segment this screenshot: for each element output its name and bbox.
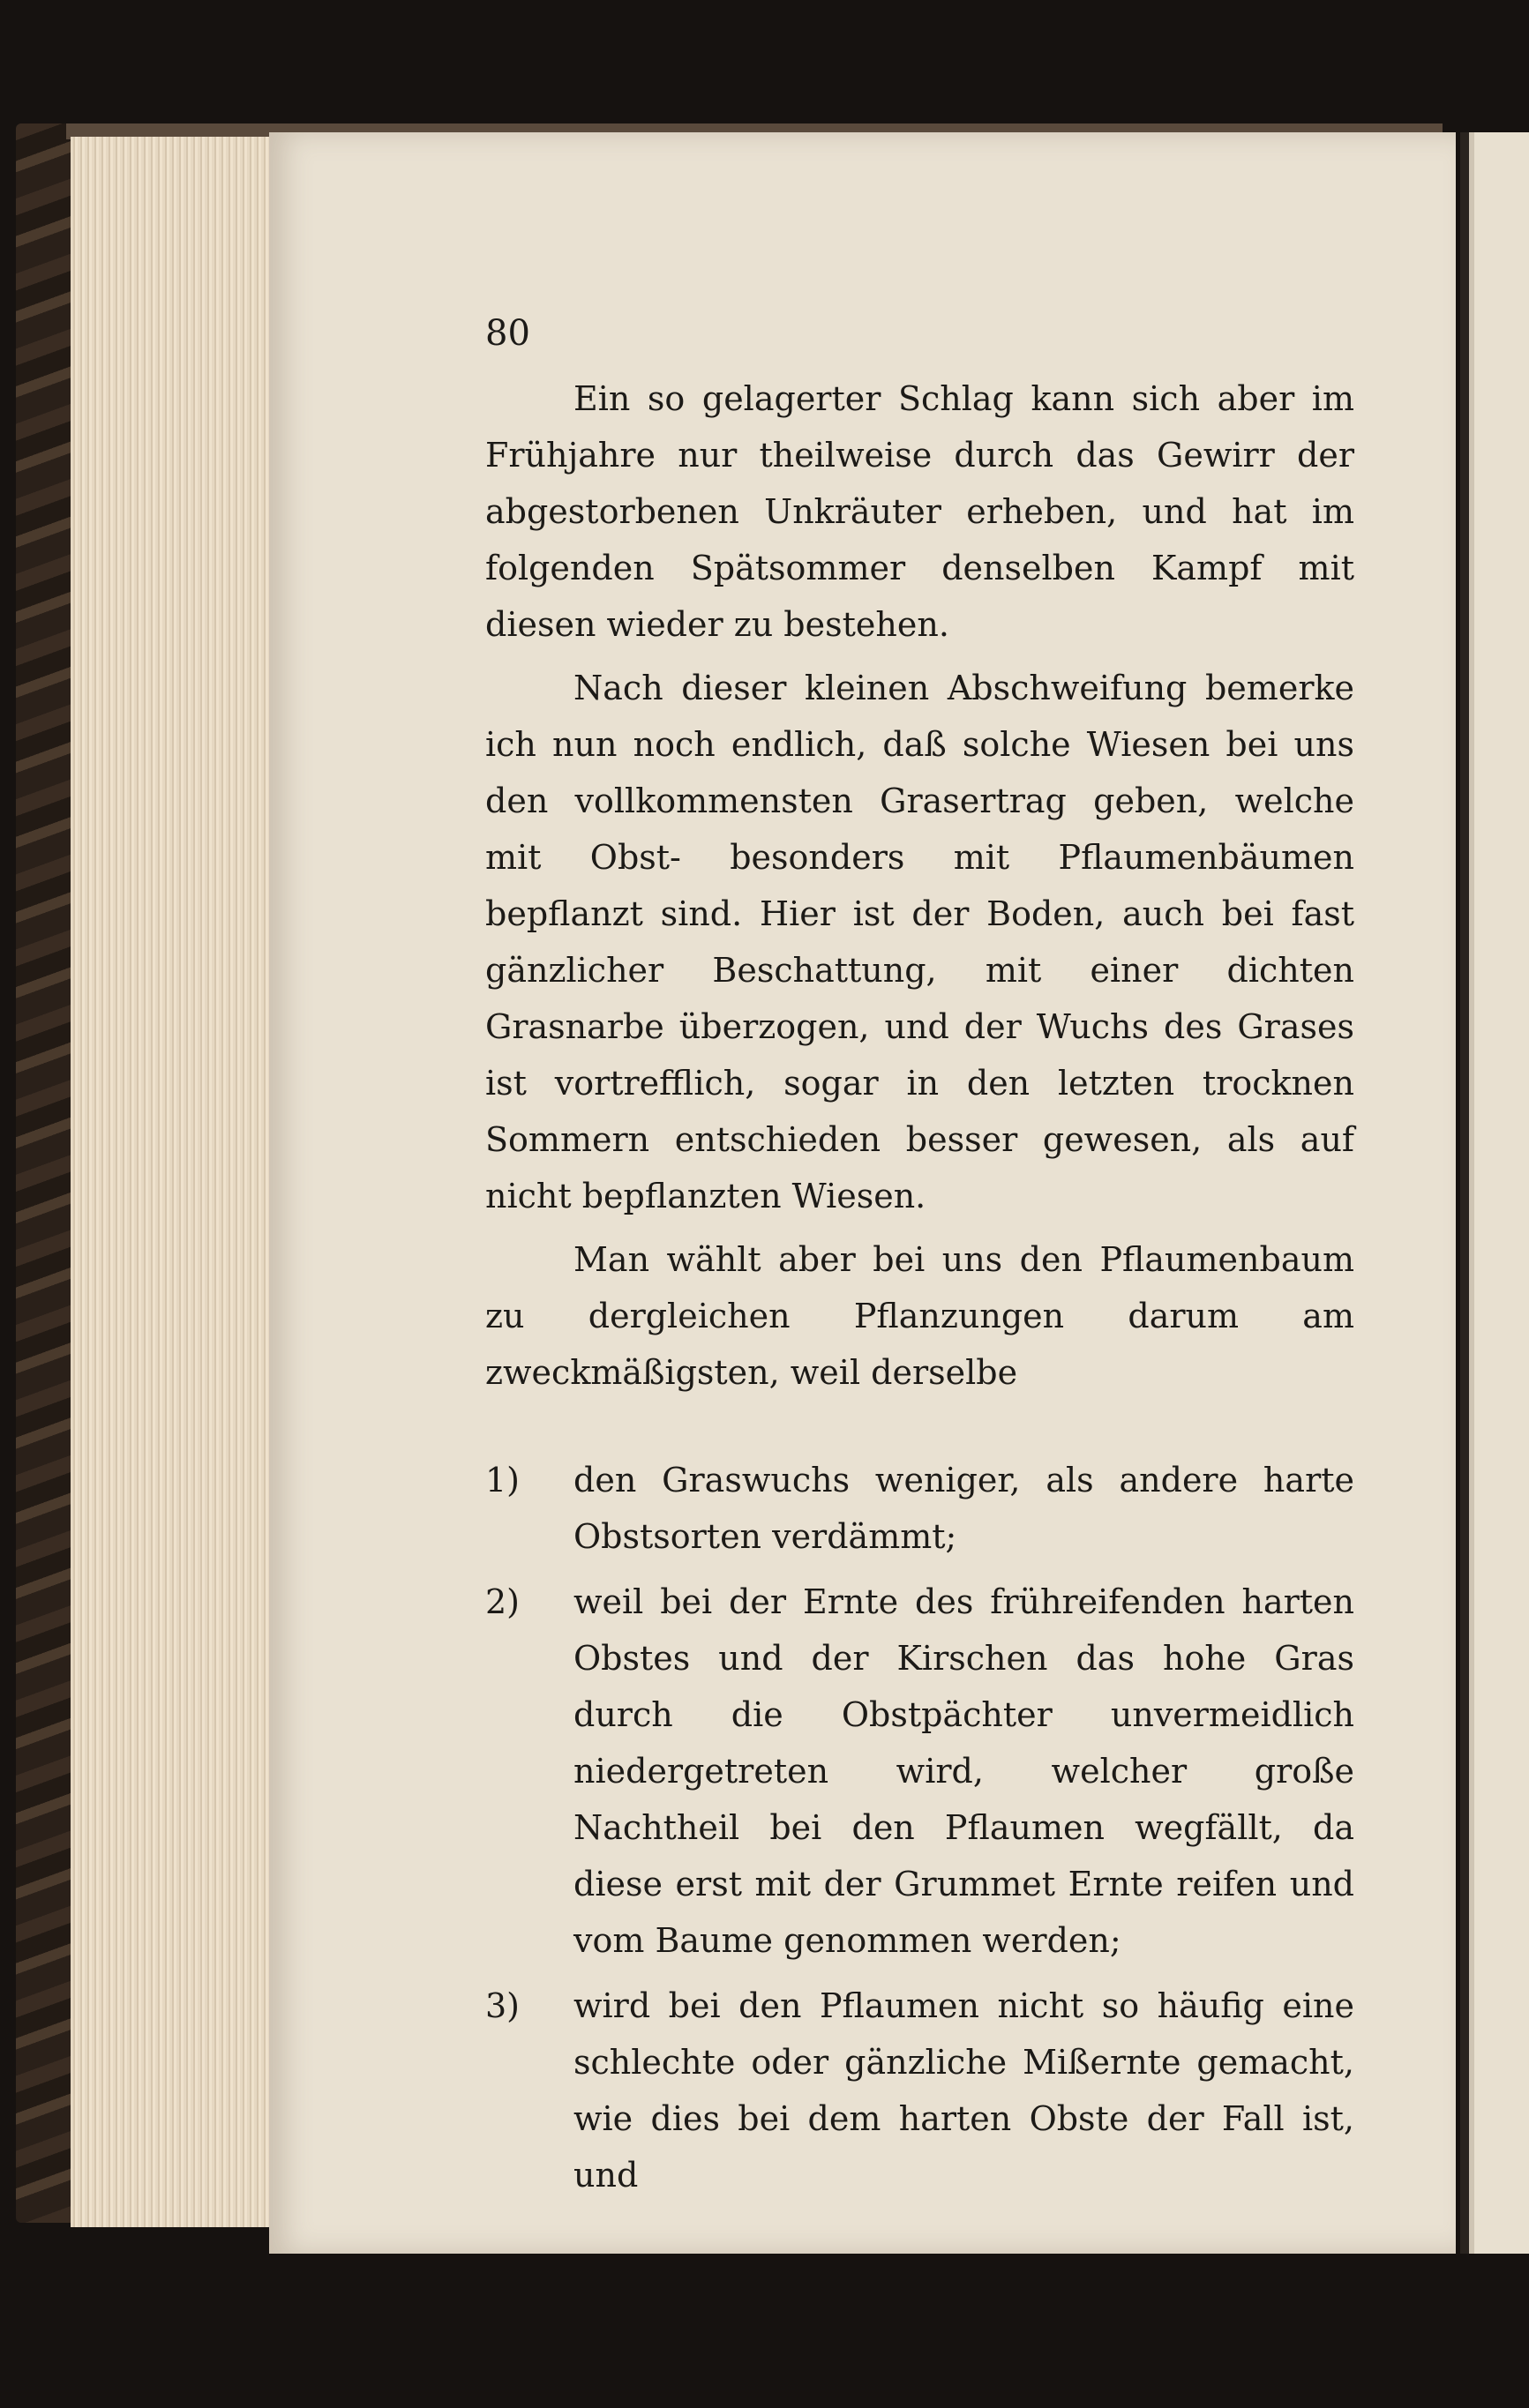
list-item [485,1452,1354,1565]
page-number: 80 [485,313,530,354]
paragraph: Man wählt aber bei uns den Pflaumenbaum zu dergleichen Pflanzungen darum am zweckmäßigsten, weil derselbe [485,1240,1354,1392]
list-item-text: weil bei der Ernte des frühreifenden harten Obstes und der Kirschen das hohe Gras durch die Obstpächter unvermeidlich niedergetreten wird, welcher große Nachtheil bei den Pflaumen wegfällt, da diese erst mit der Grummet Ernte reifen und vom Baume genommen werden; [573,1582,1354,1960]
list-item [485,1574,1354,1969]
page-text [485,370,1354,2212]
list-item [485,1978,1354,2203]
book-page [269,132,1456,2254]
facing-page-edge [1460,132,1529,2254]
paragraph: Nach dieser kleinen Abschweifung bemerke ich nun noch endlich, daß solche Wiesen bei uns den vollkommensten Grasertrag geben, welche mit Obst- besonders mit Pflaumenbäumen bepflanzt sind. Hier ist der Boden, auch bei fast gänzlicher Beschattung, mit einer dichten Grasnarbe überzogen, und der Wuchs des Grases ist vortrefflich, sogar in den letzten trocknen Sommern entschieden besser gewesen, als auf nicht bepflanzten Wiesen. [485,669,1354,1215]
page-edges [71,137,274,2227]
list-item-text: wird bei den Pflaumen nicht so häufig eine schlechte oder gänzliche Mißernte gemacht, wie dies bei dem harten Obste der Fall ist, und [573,1986,1354,2195]
list-item-number: 1) [485,1461,521,1499]
list-item-number: 2) [485,1582,521,1621]
numbered-list [485,1452,1354,2203]
list-item-number: 3) [485,1986,521,2025]
paragraph: Ein so gelagerter Schlag kann sich aber im Frühjahre nur theilweise durch das Gewirr der abgestorbenen Unkräuter erheben, und hat im folgenden Spätsommer denselben Kampf mit diesen wieder zu bestehen. [485,379,1354,644]
list-item-text: den Graswuchs weniger, als andere harte Obstsorten verdämmt; [573,1461,1354,1556]
